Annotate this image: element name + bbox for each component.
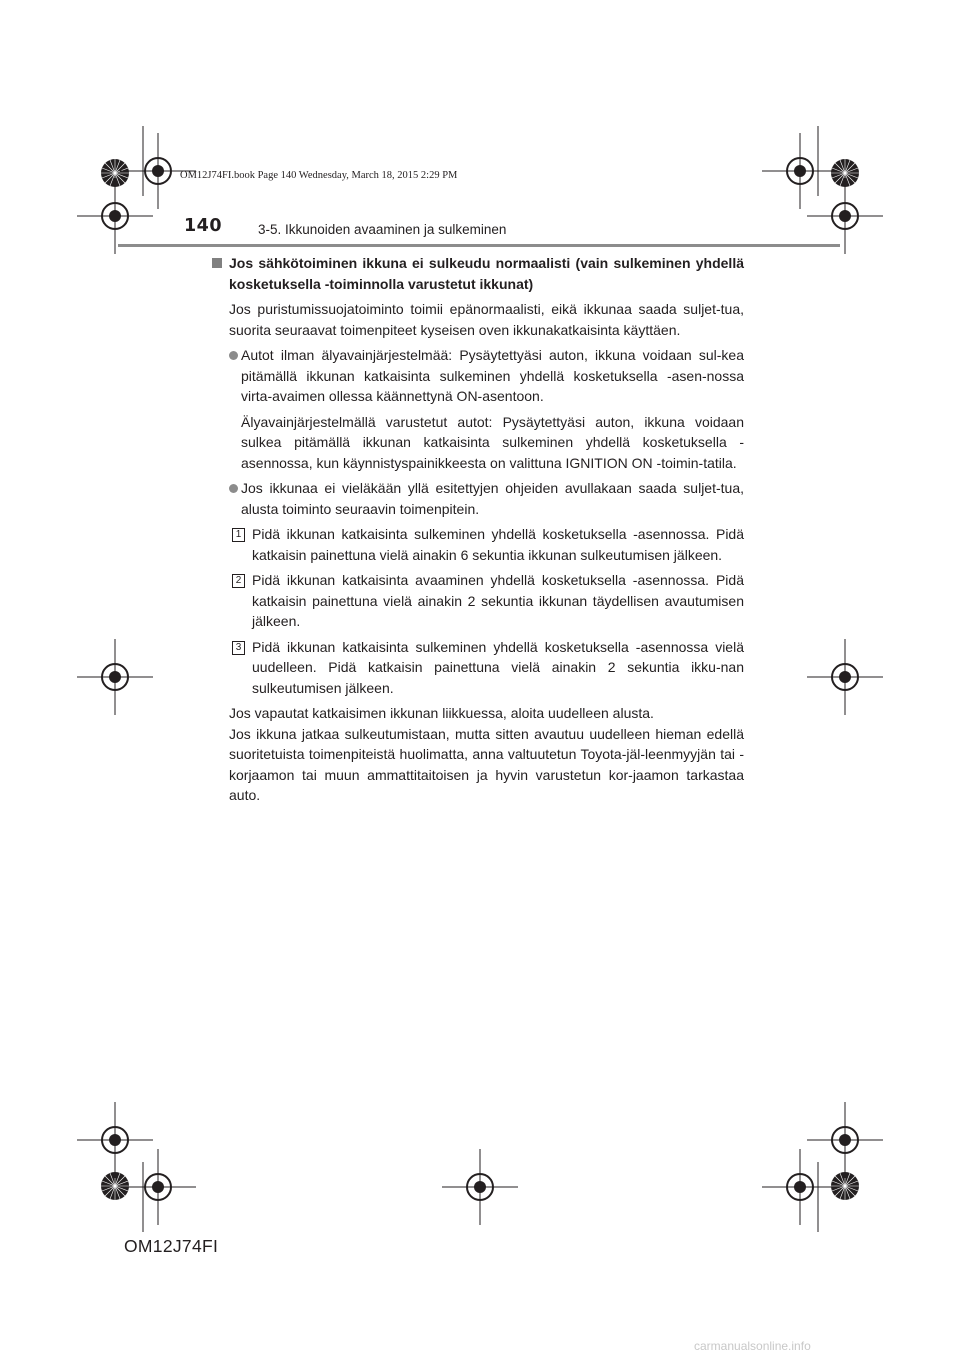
bullet-text: Jos ikkunaa ei vieläkään yllä esitettyjen ohjeiden avullakaan saada suljet-tua, alusta toiminto seuraavin toimenpitein. [241, 480, 744, 517]
registration-mark-icon [762, 1149, 838, 1225]
manual-code: OM12J74FI [124, 1236, 219, 1256]
step-text: Pidä ikkunan katkaisinta sulkeminen yhdellä kosketuksella -asennossa. Pidä katkaisin painettuna vielä ainakin 6 sekuntia ikkunan sulkeutumisen jälkeen. [252, 526, 744, 563]
book-info-line: OM12J74FI.book Page 140 Wednesday, March 18, 2015 2:29 PM [180, 170, 458, 181]
dot-icon [229, 351, 238, 360]
step-item [212, 524, 744, 565]
registration-mark-icon [442, 1149, 518, 1225]
step-item [212, 637, 744, 699]
step-number: 2 [232, 574, 245, 588]
page-content [212, 253, 744, 806]
step-number: 3 [232, 641, 245, 655]
step-text: Pidä ikkunan katkaisinta avaaminen yhdellä kosketuksella -asennossa. Pidä katkaisin painettuna vielä ainakin 2 sekuntia ikkunan täydellisen avautumisen jälkeen. [252, 572, 744, 629]
note-paragraph: Jos ikkuna jatkaa sulkeutumistaan, mutta sitten avautuu uudelleen hieman edellä suoritetuista toimenpiteistä huolimatta, anna valtuutetun Toyota-jäl-leenmyyjän tai -korjaamon tai muun ammattitaitoisen ja hyvin varustetun kor-jaamon tarkastaa auto. [229, 725, 744, 803]
section-heading [212, 253, 744, 294]
page-number: 140 [184, 216, 223, 236]
square-icon [212, 258, 222, 268]
step-text: Pidä ikkunan katkaisinta sulkeminen yhdellä kosketuksella -asennossa vielä uudelleen. Pidä katkaisin painettuna vielä ainakin 2 sekuntia ikku-nan sulkeutumisen jälkeen. [252, 638, 744, 696]
registration-mark-icon [77, 178, 153, 254]
heading-text: Jos sähkötoiminen ikkuna ei sulkeudu normaalisti (vain sulkeminen yhdellä kosketuksella -toiminnolla varustetut ikkunat) [229, 255, 744, 292]
step-item [212, 570, 744, 632]
section-title: 3-5. Ikkunoiden avaaminen ja sulkeminen [258, 222, 507, 237]
step-number: 1 [232, 528, 245, 542]
note-paragraph: Jos vapautat katkaisimen ikkunan liikkuessa, aloita uudelleen alusta. [229, 705, 654, 721]
registration-mark-icon [77, 639, 153, 715]
registration-mark-icon [762, 133, 838, 209]
registration-mark-icon [120, 1149, 196, 1225]
registration-mark-icon [807, 639, 883, 715]
watermark: carmanualsonline.info [694, 1339, 811, 1353]
bullet-item [212, 345, 744, 407]
registration-mark-icon [77, 1102, 153, 1178]
bullet-item [212, 478, 744, 519]
intro-paragraph: Jos puristumissuojatoiminto toimii epänormaalisti, eikä ikkunaa saada suljet-tua, suorita seuraavat toimenpiteet kyseisen oven ikkunakatkaisinta käyttäen. [229, 301, 744, 338]
dot-icon [229, 484, 238, 493]
bullet-continuation: Älyavainjärjestelmällä varustetut autot: Pysäytettyäsi auton, ikkuna voidaan sulkea pitämällä ikkunan katkaisinta sulkeminen yhdellä kosketuksella -asennossa, kun käynnistyspainikkeesta on valittuna IGNITION ON -toimin-tatila. [241, 413, 744, 471]
bullet-text: Autot ilman älyavainjärjestelmää: Pysäytettyäsi auton, ikkuna voidaan sul-kea pitämällä ikkunan katkaisinta sulkeminen yhdellä kosketuksella -asen-nossa virta-avaimen ollessa käännettynä ON-asentoon. [241, 347, 744, 404]
header-rule [118, 244, 840, 247]
